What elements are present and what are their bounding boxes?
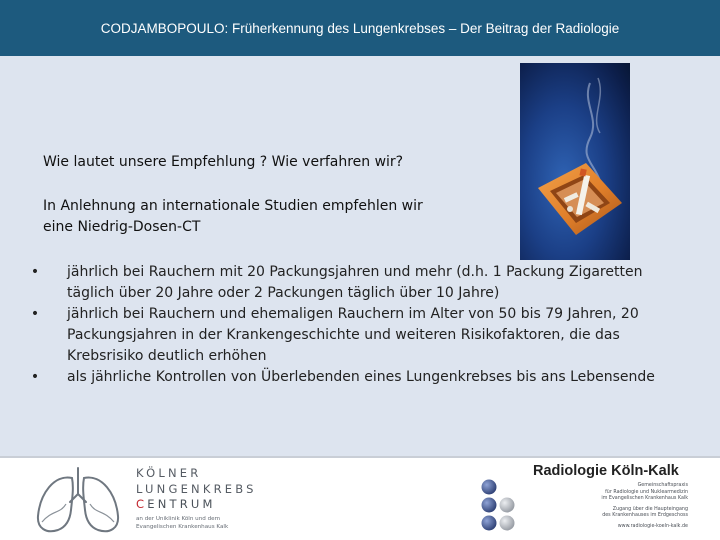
logo-line-rest: ENTRUM: [147, 497, 216, 511]
question-heading: Wie lautet unsere Empfehlung ? Wie verfahren wir?: [43, 154, 404, 170]
details-line: im Evangelischen Krankenhaus Kalk: [601, 496, 688, 502]
details-line: für Radiologie und Nuklearmedizin: [605, 489, 688, 495]
intro-line: eine Niedrig-Dosen-CT: [43, 219, 201, 235]
intro-text: [43, 196, 423, 238]
slide-content: [0, 56, 720, 456]
details-line: Gemeinschaftspraxis: [637, 483, 688, 488]
list-item-line: Krebsrisiko deutlich erhöhen: [67, 348, 267, 364]
intro-line: In Anlehnung an internationale Studien empfehlen wir: [43, 198, 423, 214]
list-item-line: jährlich bei Rauchern mit 20 Packungsjahren und mehr (d.h. 1 Packung Zigaretten: [67, 264, 643, 280]
details-line: www.radiologie-koeln-kalk.de: [617, 523, 688, 529]
spheres-logo-icon: [478, 478, 520, 538]
list-item: [30, 262, 714, 304]
logo-line: KÖLNER: [136, 466, 202, 480]
radiologie-logo-title: Radiologie Köln-Kalk: [533, 463, 679, 479]
logo-subtitle: [136, 515, 228, 531]
list-item-line: als jährliche Kontrollen von Überlebenden eines Lungenkrebses bis ans Lebensende: [67, 369, 655, 385]
ashtray-cigarette-photo: [520, 63, 630, 260]
logo-accent-letter: C: [136, 497, 148, 511]
details-line: des Krankenhauses im Erdgeschoss: [602, 513, 688, 519]
radiologie-logo-details: [560, 483, 688, 531]
slide-title: CODJAMBOPOULO: Früherkennung des Lungenkrebses – Der Beitrag der Radiologie: [100, 20, 620, 36]
list-item-line: täglich über 20 Jahre oder 2 Packungen täglich über 10 Jahre): [67, 285, 500, 301]
logo-line: [136, 497, 257, 513]
logo-subtitle-line: Evangelischen Krankenhaus Kalk: [136, 524, 229, 530]
lungenkrebszentrum-logo-text: [136, 466, 257, 513]
list-item: [30, 304, 714, 367]
logo-line: LUNGENKREBS: [136, 481, 257, 496]
list-item-line: Packungsjahren in der Krankengeschichte und weiteren Risikofaktoren, die das: [67, 327, 620, 343]
bullet-icon: •: [30, 306, 40, 322]
list-item-line: jährlich bei Rauchern und ehemaligen Rauchern im Alter von 50 bis 79 Jahren, 20: [67, 306, 639, 322]
bullet-icon: •: [30, 264, 40, 280]
recommendation-list: [30, 262, 714, 388]
slide-header: [0, 0, 720, 56]
list-item: [30, 367, 714, 388]
bullet-icon: •: [30, 369, 40, 385]
details-line: Zugang über die Haupteingang: [612, 506, 688, 512]
slide-footer: [0, 458, 720, 540]
logo-subtitle-line: an der Uniklinik Köln und dem: [136, 516, 221, 522]
ashtray-illustration: [520, 63, 630, 260]
lungs-outline-icon: [32, 464, 124, 538]
